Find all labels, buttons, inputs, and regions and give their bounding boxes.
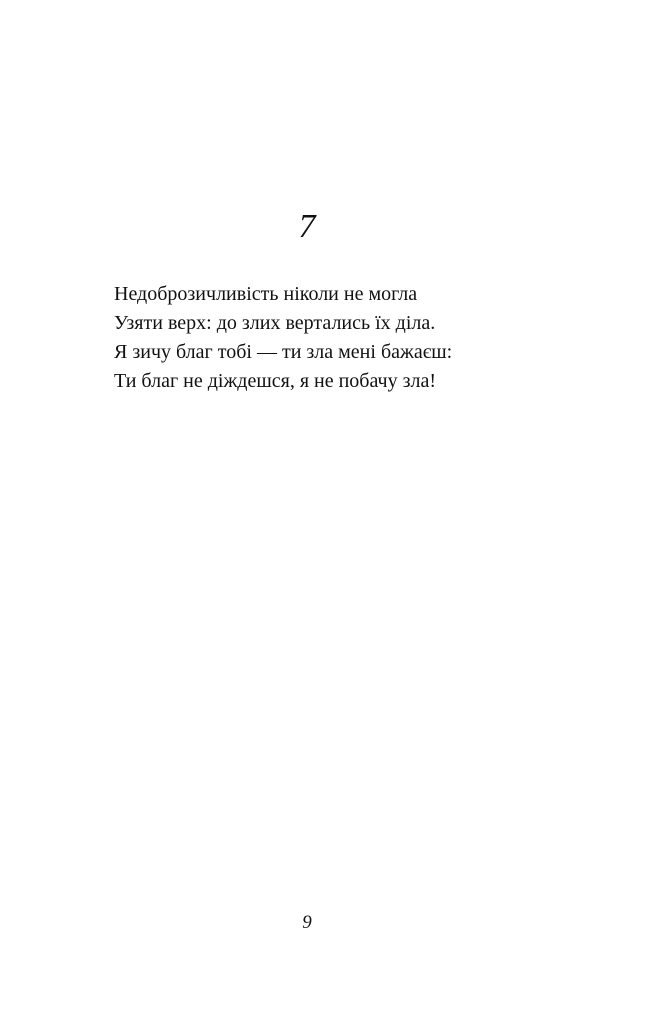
poem-line: Недоброзичливість ніколи не могла	[114, 283, 418, 305]
poem-line: Ти благ не діждешся, я не побачу зла!	[114, 370, 437, 392]
poem-line: Я зичу благ тобі — ти зла мені бажаєш:	[114, 341, 453, 363]
poem-number: 7	[298, 208, 316, 245]
page-number: 9	[302, 912, 312, 933]
poem-text	[114, 280, 594, 396]
poem-line: Узяти верх: до злих вертались їх діла.	[114, 312, 436, 334]
